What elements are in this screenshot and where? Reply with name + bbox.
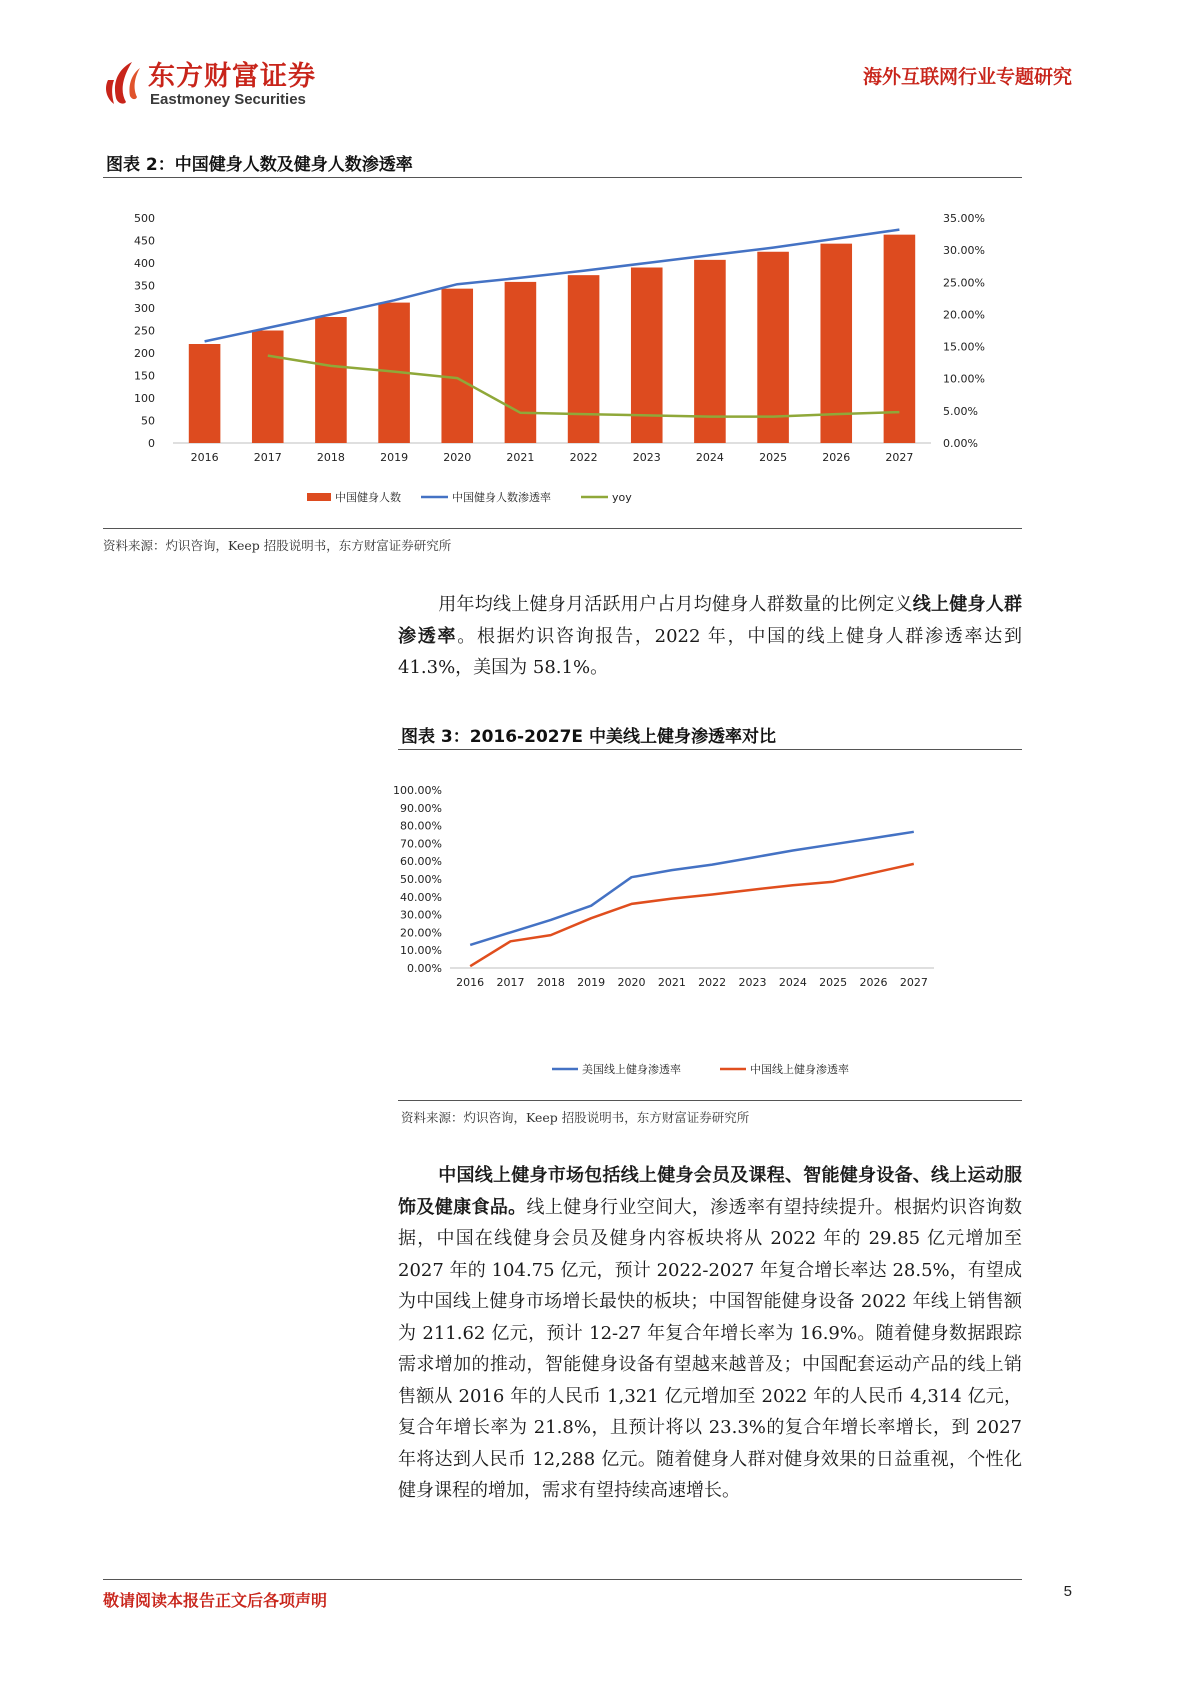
paragraph2-text: 线上健身行业空间大，渗透率有望持续提升。根据灼识咨询数据，中国在线健身会员及健身内容板块将从 2022 年的 29.85 亿元增加至 2027 年的 104.75 亿元，预计 2022-2027 年复合增长率达 28.5%，有望成为中国线上健身市场增长最快的板块；中国智能健身设备 2022 年线上销售额为 211.62 亿元，预计 12-27 年复合年增长率为 16.9%。随着健身数据跟踪需求增加的推动，智能健身设备有望越来越普及；中国配套运动产品的线上销售额从 2016 年的人民币 1,321 亿元增加至 2022 年的人民币 4,314 亿元，复合年增长率为 21.8%，且预计将以 23.3%的复合年增长率增长，到 2027 年将达到人民币 12,288 亿元。随着健身人群对健身效果的日益重视，个性化健身课程的增加，需求有望持续高速增长。 xyxy=(398,1196,1022,1501)
legend-label-cn: 中国线上健身渗透率 xyxy=(750,1063,849,1076)
paragraph2-bold: 中国线上健身市场包括线上健身会员及课程、智能健身设备、线上运动服饰及健康食品。 xyxy=(398,1165,1022,1218)
line-us-penetration xyxy=(470,832,914,945)
figure3-bottom-rule xyxy=(398,1100,1022,1101)
x-tick-label: 2026 xyxy=(859,976,888,989)
x-tick-label: 2016 xyxy=(190,451,219,464)
y-left-tick-label: 150 xyxy=(134,369,155,383)
y-tick-label: 100.00% xyxy=(393,784,442,797)
chart-fitness-population xyxy=(103,208,1022,518)
chart1-legend xyxy=(307,490,632,504)
figure2-top-rule xyxy=(103,177,1022,178)
figure3-title: 图表 3：2016-2027E 中美线上健身渗透率对比 xyxy=(401,727,776,747)
legend-label-population: 中国健身人数 xyxy=(335,491,401,504)
legend-label-yoy: yoy xyxy=(612,491,632,504)
chart2-legend xyxy=(552,1062,849,1076)
x-tick-label: 2023 xyxy=(632,451,661,464)
figure2-source: 资料来源：灼识咨询，Keep 招股说明书，东方财富证券研究所 xyxy=(103,538,452,553)
y-right-tick-label: 30.00% xyxy=(943,244,985,258)
x-tick-label: 2019 xyxy=(380,451,409,464)
y-tick-label: 60.00% xyxy=(400,855,442,869)
y-tick-label: 0.00% xyxy=(407,962,442,975)
report-category: 海外互联网行业专题研究 xyxy=(862,66,1072,88)
figure3-source: 资料来源：灼识咨询，Keep 招股说明书，东方财富证券研究所 xyxy=(401,1110,750,1125)
line-cn-penetration xyxy=(470,864,914,966)
figure2-title: 图表 2：中国健身人数及健身人数渗透率 xyxy=(106,155,413,175)
line-penetration-rate xyxy=(205,230,900,342)
x-tick-label: 2020 xyxy=(617,976,646,989)
disclaimer-note: 敬请阅读本报告正文后各项声明 xyxy=(103,1591,328,1610)
legend-label-us: 美国线上健身渗透率 xyxy=(582,1063,681,1076)
x-tick-label: 2026 xyxy=(822,451,851,464)
y-left-tick-label: 100 xyxy=(134,392,155,405)
x-tick-label: 2022 xyxy=(698,976,727,989)
x-tick-label: 2017 xyxy=(253,451,282,464)
x-tick-label: 2018 xyxy=(536,976,565,989)
x-tick-label: 2018 xyxy=(316,451,345,464)
x-tick-label: 2025 xyxy=(819,976,848,989)
y-left-tick-label: 350 xyxy=(134,279,155,293)
bar-population-2022 xyxy=(568,275,600,443)
y-right-tick-label: 15.00% xyxy=(943,340,985,354)
y-left-tick-label: 300 xyxy=(134,302,155,315)
x-tick-label: 2022 xyxy=(569,451,598,464)
y-right-tick-label: 35.00% xyxy=(943,212,985,225)
y-left-tick-label: 50 xyxy=(141,414,155,428)
y-left-tick-label: 500 xyxy=(134,212,155,225)
y-right-tick-label: 0.00% xyxy=(943,437,978,450)
legend-swatch-population xyxy=(307,493,331,501)
paragraph1-text-a: 用年均线上健身月活跃用户占月均健身人群数量的比例定义 xyxy=(438,594,913,615)
paragraph-penetration-definition xyxy=(398,589,1022,684)
y-right-tick-label: 20.00% xyxy=(943,308,985,322)
figure2-bottom-rule xyxy=(103,528,1022,529)
legend-label-penetration: 中国健身人数渗透率 xyxy=(452,491,551,504)
y-tick-label: 30.00% xyxy=(400,908,442,922)
chart-online-penetration-comparison xyxy=(393,780,1022,1080)
eastmoney-logo-icon xyxy=(102,58,146,106)
brand-name-en: Eastmoney Securities xyxy=(150,91,306,108)
x-tick-label: 2020 xyxy=(443,451,472,464)
bar-population-2016 xyxy=(189,344,221,443)
footer-rule xyxy=(103,1579,1022,1580)
page-number: 5 xyxy=(1063,1583,1072,1600)
x-tick-label: 2021 xyxy=(506,451,535,464)
y-tick-label: 80.00% xyxy=(400,819,442,833)
x-tick-label: 2017 xyxy=(496,976,525,989)
paragraph1-bold: 线上健身人群渗透率 xyxy=(398,594,1022,647)
y-tick-label: 10.00% xyxy=(400,944,442,958)
x-tick-label: 2016 xyxy=(456,976,485,989)
bar-population-2017 xyxy=(252,331,284,444)
x-tick-label: 2019 xyxy=(577,976,606,989)
y-tick-label: 50.00% xyxy=(400,873,442,886)
paragraph1-text-b: 。根据灼识咨询报告，2022 年，中国的线上健身人群渗透率达到 41.3%，美国为 58.1%。 xyxy=(398,625,1023,678)
y-left-tick-label: 450 xyxy=(134,234,155,248)
x-tick-label: 2025 xyxy=(759,451,788,464)
y-right-tick-label: 10.00% xyxy=(943,372,985,386)
y-left-tick-label: 0 xyxy=(148,437,155,450)
y-left-tick-label: 200 xyxy=(134,347,155,360)
brand-name-cn: 东方财富证券 xyxy=(148,61,316,92)
y-left-tick-label: 400 xyxy=(134,257,155,270)
y-tick-label: 70.00% xyxy=(400,837,442,851)
y-right-tick-label: 25.00% xyxy=(943,276,985,290)
paragraph-market-overview xyxy=(398,1160,1022,1507)
x-tick-label: 2024 xyxy=(778,976,807,989)
x-tick-label: 2024 xyxy=(695,451,724,464)
x-tick-label: 2023 xyxy=(738,976,767,989)
x-tick-label: 2027 xyxy=(885,451,914,464)
y-tick-label: 20.00% xyxy=(400,926,442,940)
bar-population-2020 xyxy=(441,289,473,443)
y-left-tick-label: 250 xyxy=(134,324,155,338)
bar-population-2021 xyxy=(505,282,537,443)
y-tick-label: 40.00% xyxy=(400,890,442,904)
y-right-tick-label: 5.00% xyxy=(943,404,978,418)
figure3-top-rule xyxy=(398,749,1022,750)
bar-population-2025 xyxy=(757,252,789,443)
y-tick-label: 90.00% xyxy=(400,801,442,815)
bar-population-2018 xyxy=(315,317,347,443)
x-tick-label: 2027 xyxy=(899,976,928,989)
x-tick-label: 2021 xyxy=(657,976,686,989)
